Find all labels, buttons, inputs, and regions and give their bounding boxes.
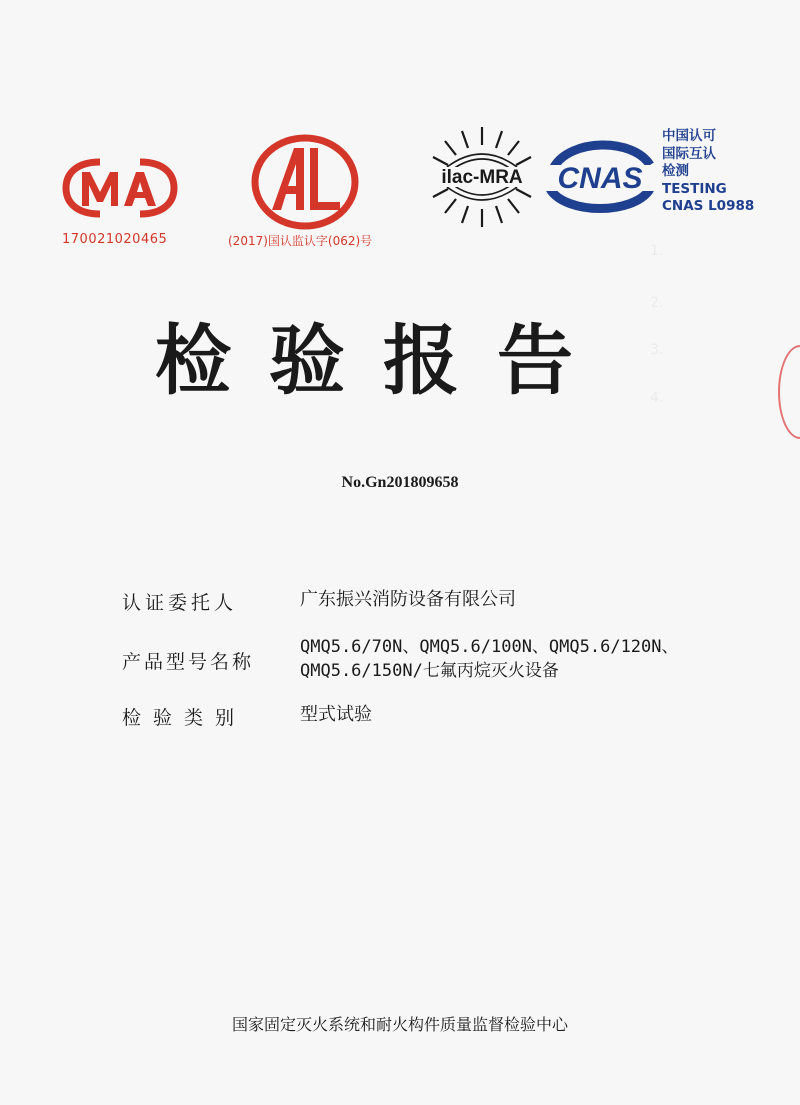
cnas-caption-line: CNAS L0988 bbox=[662, 198, 755, 214]
issuer-name: 国家固定灭火系统和耐火构件质量监督检验中心 bbox=[231, 1015, 568, 1034]
field-value bbox=[300, 635, 679, 683]
field-value: 型式试验 bbox=[300, 704, 372, 725]
cal-number: (2017)国认监认字(062)号 bbox=[228, 234, 373, 248]
show-through-text: 4. bbox=[650, 390, 664, 406]
field-product bbox=[122, 635, 782, 683]
field-label: 检验类别 bbox=[122, 707, 247, 729]
report-fields bbox=[122, 588, 782, 750]
cma-logo-icon bbox=[60, 148, 180, 228]
cnas-logo-icon bbox=[540, 135, 660, 217]
cnas-caption bbox=[662, 128, 754, 216]
ilac-mark: ilac-MRA bbox=[441, 167, 523, 188]
cma-number: 170021020465 bbox=[62, 232, 168, 247]
ilac-mra-logo-icon bbox=[425, 123, 540, 231]
field-value-line: QMQ5.6/70N、QMQ5.6/100N、QMQ5.6/120N、 bbox=[300, 637, 679, 657]
partial-seal bbox=[778, 345, 800, 439]
show-through-text: 1. bbox=[650, 243, 664, 259]
report-number: No.Gn201809658 bbox=[341, 474, 459, 491]
cnas-mark: CNAS bbox=[557, 162, 643, 195]
show-through-text: 2. bbox=[650, 295, 664, 311]
cnas-caption-line: 检测 bbox=[662, 163, 689, 179]
cnas-caption-line: 国际互认 bbox=[662, 145, 716, 162]
cnas-caption-line: TESTING bbox=[662, 180, 727, 197]
field-client bbox=[122, 588, 782, 615]
show-through-text: 3. bbox=[650, 342, 664, 358]
cnas-caption-line: 中国认可 bbox=[662, 128, 716, 144]
field-label: 产品型号名称 bbox=[122, 651, 255, 673]
field-test-type bbox=[122, 703, 782, 730]
field-value: 广东振兴消防设备有限公司 bbox=[300, 589, 516, 610]
page-title: 检验报告 bbox=[155, 316, 611, 405]
field-label: 认证委托人 bbox=[122, 592, 238, 614]
field-value-line: QMQ5.6/150N/七氟丙烷灭火设备 bbox=[300, 661, 559, 681]
cal-logo-icon bbox=[250, 132, 360, 232]
